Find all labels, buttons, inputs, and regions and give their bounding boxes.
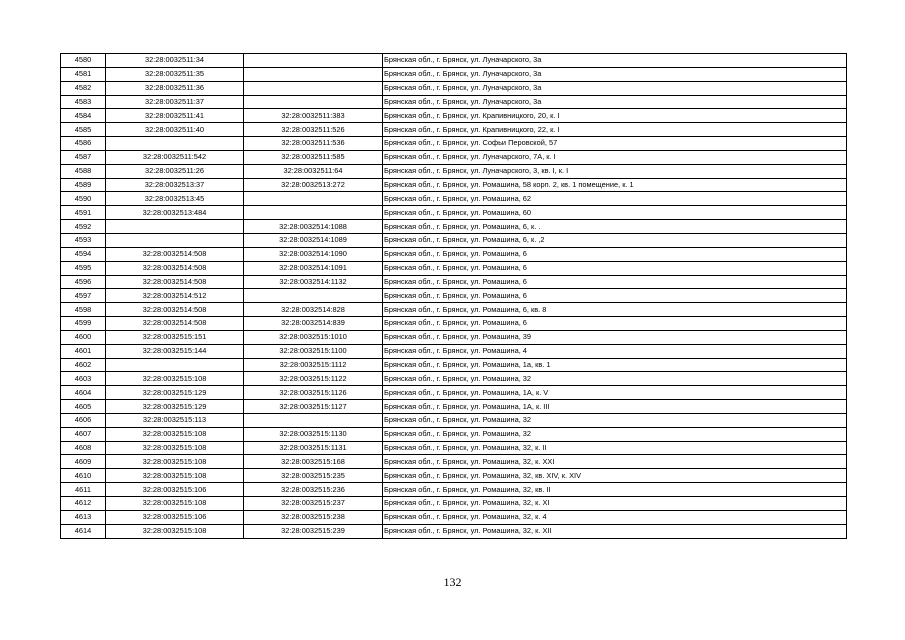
premises-cadastral-number-cell: 32:28:0032511:526 bbox=[244, 123, 383, 137]
row-number-cell: 4614 bbox=[61, 524, 106, 538]
premises-cadastral-number-cell: 32:28:0032514:1091 bbox=[244, 261, 383, 275]
premises-cadastral-number-cell bbox=[244, 81, 383, 95]
address-cell: Брянская обл., г. Брянск, ул. Ромашина, 32 bbox=[383, 372, 847, 386]
premises-cadastral-number-cell: 32:28:0032515:1131 bbox=[244, 441, 383, 455]
address-cell: Брянская обл., г. Брянск, ул. Ромашина, 32 bbox=[383, 413, 847, 427]
premises-cadastral-number-cell: 32:28:0032515:1010 bbox=[244, 330, 383, 344]
address-cell: Брянская обл., г. Брянск, ул. Луначарского, 3а bbox=[383, 67, 847, 81]
cadastral-number-cell: 32:28:0032511:41 bbox=[106, 109, 244, 123]
cadastral-number-cell: 32:28:0032513:37 bbox=[106, 178, 244, 192]
cadastral-number-cell: 32:28:0032515:108 bbox=[106, 469, 244, 483]
cadastral-number-cell: 32:28:0032511:34 bbox=[106, 54, 244, 68]
row-number-cell: 4602 bbox=[61, 358, 106, 372]
table-row bbox=[61, 358, 847, 372]
table-row bbox=[61, 455, 847, 469]
row-number-cell: 4609 bbox=[61, 455, 106, 469]
registry-table-body bbox=[61, 54, 847, 539]
premises-cadastral-number-cell: 32:28:0032515:1122 bbox=[244, 372, 383, 386]
row-number-cell: 4580 bbox=[61, 54, 106, 68]
row-number-cell: 4610 bbox=[61, 469, 106, 483]
address-cell: Брянская обл., г. Брянск, ул. Ромашина, 62 bbox=[383, 192, 847, 206]
row-number-cell: 4582 bbox=[61, 81, 106, 95]
address-cell: Брянская обл., г. Брянск, ул. Ромашина, 6, кв. 8 bbox=[383, 303, 847, 317]
cadastral-number-cell bbox=[106, 358, 244, 372]
address-cell: Брянская обл., г. Брянск, ул. Ромашина, 32, к. XII bbox=[383, 524, 847, 538]
premises-cadastral-number-cell: 32:28:0032514:1089 bbox=[244, 233, 383, 247]
cadastral-number-cell: 32:28:0032515:113 bbox=[106, 413, 244, 427]
premises-cadastral-number-cell: 32:28:0032514:1132 bbox=[244, 275, 383, 289]
row-number-cell: 4605 bbox=[61, 400, 106, 414]
address-cell: Брянская обл., г. Брянск, ул. Ромашина, 6 bbox=[383, 317, 847, 331]
cadastral-number-cell: 32:28:0032511:35 bbox=[106, 67, 244, 81]
cadastral-number-cell: 32:28:0032515:129 bbox=[106, 386, 244, 400]
premises-cadastral-number-cell: 32:28:0032515:237 bbox=[244, 497, 383, 511]
premises-cadastral-number-cell: 32:28:0032511:383 bbox=[244, 109, 383, 123]
address-cell: Брянская обл., г. Брянск, ул. Ромашина, 39 bbox=[383, 330, 847, 344]
cadastral-number-cell: 32:28:0032515:108 bbox=[106, 427, 244, 441]
premises-cadastral-number-cell: 32:28:0032515:236 bbox=[244, 483, 383, 497]
row-number-cell: 4586 bbox=[61, 137, 106, 151]
address-cell: Брянская обл., г. Брянск, ул. Ромашина, 6 bbox=[383, 289, 847, 303]
cadastral-number-cell: 32:28:0032514:508 bbox=[106, 303, 244, 317]
table-row bbox=[61, 497, 847, 511]
table-row bbox=[61, 67, 847, 81]
premises-cadastral-number-cell: 32:28:0032515:1130 bbox=[244, 427, 383, 441]
address-cell: Брянская обл., г. Брянск, ул. Ромашина, 32, к. 4 bbox=[383, 510, 847, 524]
address-cell: Брянская обл., г. Брянск, ул. Луначарского, 3а bbox=[383, 81, 847, 95]
cadastral-number-cell: 32:28:0032515:108 bbox=[106, 455, 244, 469]
premises-cadastral-number-cell: 32:28:0032515:168 bbox=[244, 455, 383, 469]
page-number: 132 bbox=[443, 575, 462, 589]
cadastral-number-cell: 32:28:0032515:106 bbox=[106, 483, 244, 497]
premises-cadastral-number-cell: 32:28:0032511:585 bbox=[244, 150, 383, 164]
row-number-cell: 4593 bbox=[61, 233, 106, 247]
cadastral-number-cell: 32:28:0032514:508 bbox=[106, 317, 244, 331]
table-row bbox=[61, 510, 847, 524]
table-row bbox=[61, 123, 847, 137]
table-row bbox=[61, 330, 847, 344]
address-cell: Брянская обл., г. Брянск, ул. Ромашина, 1А, к. V bbox=[383, 386, 847, 400]
row-number-cell: 4600 bbox=[61, 330, 106, 344]
table-row bbox=[61, 247, 847, 261]
row-number-cell: 4587 bbox=[61, 150, 106, 164]
table-row bbox=[61, 289, 847, 303]
cadastral-number-cell bbox=[106, 220, 244, 234]
row-number-cell: 4581 bbox=[61, 67, 106, 81]
row-number-cell: 4603 bbox=[61, 372, 106, 386]
row-number-cell: 4612 bbox=[61, 497, 106, 511]
table-row bbox=[61, 95, 847, 109]
address-cell: Брянская обл., г. Брянск, ул. Ромашина, 6, к. ,2 bbox=[383, 233, 847, 247]
premises-cadastral-number-cell: 32:28:0032511:536 bbox=[244, 137, 383, 151]
row-number-cell: 4590 bbox=[61, 192, 106, 206]
address-cell: Брянская обл., г. Брянск, ул. Луначарского, 3а bbox=[383, 54, 847, 68]
address-cell: Брянская обл., г. Брянск, ул. Ромашина, 60 bbox=[383, 206, 847, 220]
address-cell: Брянская обл., г. Брянск, ул. Ромашина, 32 bbox=[383, 427, 847, 441]
address-cell: Брянская обл., г. Брянск, ул. Ромашина, 1А, к. III bbox=[383, 400, 847, 414]
cadastral-number-cell: 32:28:0032514:508 bbox=[106, 247, 244, 261]
row-number-cell: 4599 bbox=[61, 317, 106, 331]
premises-cadastral-number-cell: 32:28:0032515:1112 bbox=[244, 358, 383, 372]
table-row bbox=[61, 469, 847, 483]
row-number-cell: 4613 bbox=[61, 510, 106, 524]
premises-cadastral-number-cell bbox=[244, 95, 383, 109]
cadastral-number-cell: 32:28:0032515:151 bbox=[106, 330, 244, 344]
address-cell: Брянская обл., г. Брянск, ул. Ромашина, 58 корп. 2, кв. 1 помещение, к. 1 bbox=[383, 178, 847, 192]
table-row bbox=[61, 220, 847, 234]
address-cell: Брянская обл., г. Брянск, ул. Луначарского, 3а bbox=[383, 95, 847, 109]
cadastral-number-cell: 32:28:0032513:484 bbox=[106, 206, 244, 220]
table-row bbox=[61, 81, 847, 95]
cadastral-number-cell: 32:28:0032515:144 bbox=[106, 344, 244, 358]
premises-cadastral-number-cell: 32:28:0032514:1090 bbox=[244, 247, 383, 261]
row-number-cell: 4589 bbox=[61, 178, 106, 192]
table-row bbox=[61, 275, 847, 289]
table-row bbox=[61, 150, 847, 164]
row-number-cell: 4594 bbox=[61, 247, 106, 261]
table-row bbox=[61, 178, 847, 192]
address-cell: Брянская обл., г. Брянск, ул. Луначарского, 7А, к. I bbox=[383, 150, 847, 164]
table-row bbox=[61, 386, 847, 400]
row-number-cell: 4596 bbox=[61, 275, 106, 289]
cadastral-number-cell: 32:28:0032515:108 bbox=[106, 497, 244, 511]
table-row bbox=[61, 427, 847, 441]
address-cell: Брянская обл., г. Брянск, ул. Ромашина, 6 bbox=[383, 275, 847, 289]
cadastral-number-cell: 32:28:0032515:108 bbox=[106, 372, 244, 386]
registry-table bbox=[60, 53, 847, 539]
row-number-cell: 4592 bbox=[61, 220, 106, 234]
row-number-cell: 4611 bbox=[61, 483, 106, 497]
premises-cadastral-number-cell: 32:28:0032515:1127 bbox=[244, 400, 383, 414]
row-number-cell: 4584 bbox=[61, 109, 106, 123]
address-cell: Брянская обл., г. Брянск, ул. Ромашина, 32, к. II bbox=[383, 441, 847, 455]
address-cell: Брянская обл., г. Брянск, ул. Ромашина, 6, к. . bbox=[383, 220, 847, 234]
table-row bbox=[61, 524, 847, 538]
row-number-cell: 4597 bbox=[61, 289, 106, 303]
cadastral-number-cell: 32:28:0032511:36 bbox=[106, 81, 244, 95]
cadastral-number-cell: 32:28:0032511:37 bbox=[106, 95, 244, 109]
premises-cadastral-number-cell bbox=[244, 413, 383, 427]
table-row bbox=[61, 372, 847, 386]
row-number-cell: 4601 bbox=[61, 344, 106, 358]
address-cell: Брянская обл., г. Брянск, ул. Ромашина, 32, кв. XIV, к. XIV bbox=[383, 469, 847, 483]
cadastral-number-cell: 32:28:0032514:512 bbox=[106, 289, 244, 303]
table-row bbox=[61, 441, 847, 455]
cadastral-number-cell: 32:28:0032515:108 bbox=[106, 524, 244, 538]
address-cell: Брянская обл., г. Брянск, ул. Крапивницкого, 20, к. I bbox=[383, 109, 847, 123]
row-number-cell: 4604 bbox=[61, 386, 106, 400]
premises-cadastral-number-cell bbox=[244, 67, 383, 81]
table-row bbox=[61, 413, 847, 427]
address-cell: Брянская обл., г. Брянск, ул. Ромашина, 6 bbox=[383, 247, 847, 261]
table-row bbox=[61, 261, 847, 275]
address-cell: Брянская обл., г. Брянск, ул. Ромашина, 32, к. XI bbox=[383, 497, 847, 511]
cadastral-number-cell: 32:28:0032514:508 bbox=[106, 275, 244, 289]
address-cell: Брянская обл., г. Брянск, ул. Ромашина, 1а, кв. 1 bbox=[383, 358, 847, 372]
row-number-cell: 4591 bbox=[61, 206, 106, 220]
table-row bbox=[61, 303, 847, 317]
premises-cadastral-number-cell: 32:28:0032515:238 bbox=[244, 510, 383, 524]
row-number-cell: 4588 bbox=[61, 164, 106, 178]
premises-cadastral-number-cell bbox=[244, 192, 383, 206]
table-row bbox=[61, 192, 847, 206]
table-row bbox=[61, 137, 847, 151]
table-row bbox=[61, 317, 847, 331]
row-number-cell: 4585 bbox=[61, 123, 106, 137]
row-number-cell: 4606 bbox=[61, 413, 106, 427]
cadastral-number-cell: 32:28:0032513:45 bbox=[106, 192, 244, 206]
cadastral-number-cell bbox=[106, 233, 244, 247]
premises-cadastral-number-cell: 32:28:0032514:1088 bbox=[244, 220, 383, 234]
cadastral-number-cell: 32:28:0032514:508 bbox=[106, 261, 244, 275]
cadastral-number-cell: 32:28:0032515:106 bbox=[106, 510, 244, 524]
cadastral-number-cell: 32:28:0032511:542 bbox=[106, 150, 244, 164]
cadastral-number-cell: 32:28:0032511:40 bbox=[106, 123, 244, 137]
table-row bbox=[61, 206, 847, 220]
cadastral-number-cell: 32:28:0032515:108 bbox=[106, 441, 244, 455]
premises-cadastral-number-cell: 32:28:0032514:828 bbox=[244, 303, 383, 317]
address-cell: Брянская обл., г. Брянск, ул. Ромашина, 6 bbox=[383, 261, 847, 275]
premises-cadastral-number-cell: 32:28:0032515:239 bbox=[244, 524, 383, 538]
address-cell: Брянская обл., г. Брянск, ул. Софьи Перовской, 57 bbox=[383, 137, 847, 151]
table-row bbox=[61, 109, 847, 123]
row-number-cell: 4583 bbox=[61, 95, 106, 109]
row-number-cell: 4607 bbox=[61, 427, 106, 441]
address-cell: Брянская обл., г. Брянск, ул. Ромашина, 32, к. XXI bbox=[383, 455, 847, 469]
address-cell: Брянская обл., г. Брянск, ул. Ромашина, 32, кв. II bbox=[383, 483, 847, 497]
premises-cadastral-number-cell bbox=[244, 289, 383, 303]
table-row bbox=[61, 344, 847, 358]
premises-cadastral-number-cell: 32:28:0032514:839 bbox=[244, 317, 383, 331]
premises-cadastral-number-cell: 32:28:0032515:1126 bbox=[244, 386, 383, 400]
table-row bbox=[61, 483, 847, 497]
premises-cadastral-number-cell: 32:28:0032511:64 bbox=[244, 164, 383, 178]
table-row bbox=[61, 164, 847, 178]
table-row bbox=[61, 54, 847, 68]
cadastral-number-cell: 32:28:0032511:26 bbox=[106, 164, 244, 178]
row-number-cell: 4608 bbox=[61, 441, 106, 455]
row-number-cell: 4595 bbox=[61, 261, 106, 275]
address-cell: Брянская обл., г. Брянск, ул. Крапивницкого, 22, к. I bbox=[383, 123, 847, 137]
premises-cadastral-number-cell: 32:28:0032515:235 bbox=[244, 469, 383, 483]
table-row bbox=[61, 400, 847, 414]
address-cell: Брянская обл., г. Брянск, ул. Луначарского, 3, кв. I, к. I bbox=[383, 164, 847, 178]
premises-cadastral-number-cell bbox=[244, 54, 383, 68]
cadastral-number-cell bbox=[106, 137, 244, 151]
address-cell: Брянская обл., г. Брянск, ул. Ромашина, 4 bbox=[383, 344, 847, 358]
premises-cadastral-number-cell: 32:28:0032515:1100 bbox=[244, 344, 383, 358]
table-row bbox=[61, 233, 847, 247]
premises-cadastral-number-cell: 32:28:0032513:272 bbox=[244, 178, 383, 192]
row-number-cell: 4598 bbox=[61, 303, 106, 317]
premises-cadastral-number-cell bbox=[244, 206, 383, 220]
cadastral-number-cell: 32:28:0032515:129 bbox=[106, 400, 244, 414]
